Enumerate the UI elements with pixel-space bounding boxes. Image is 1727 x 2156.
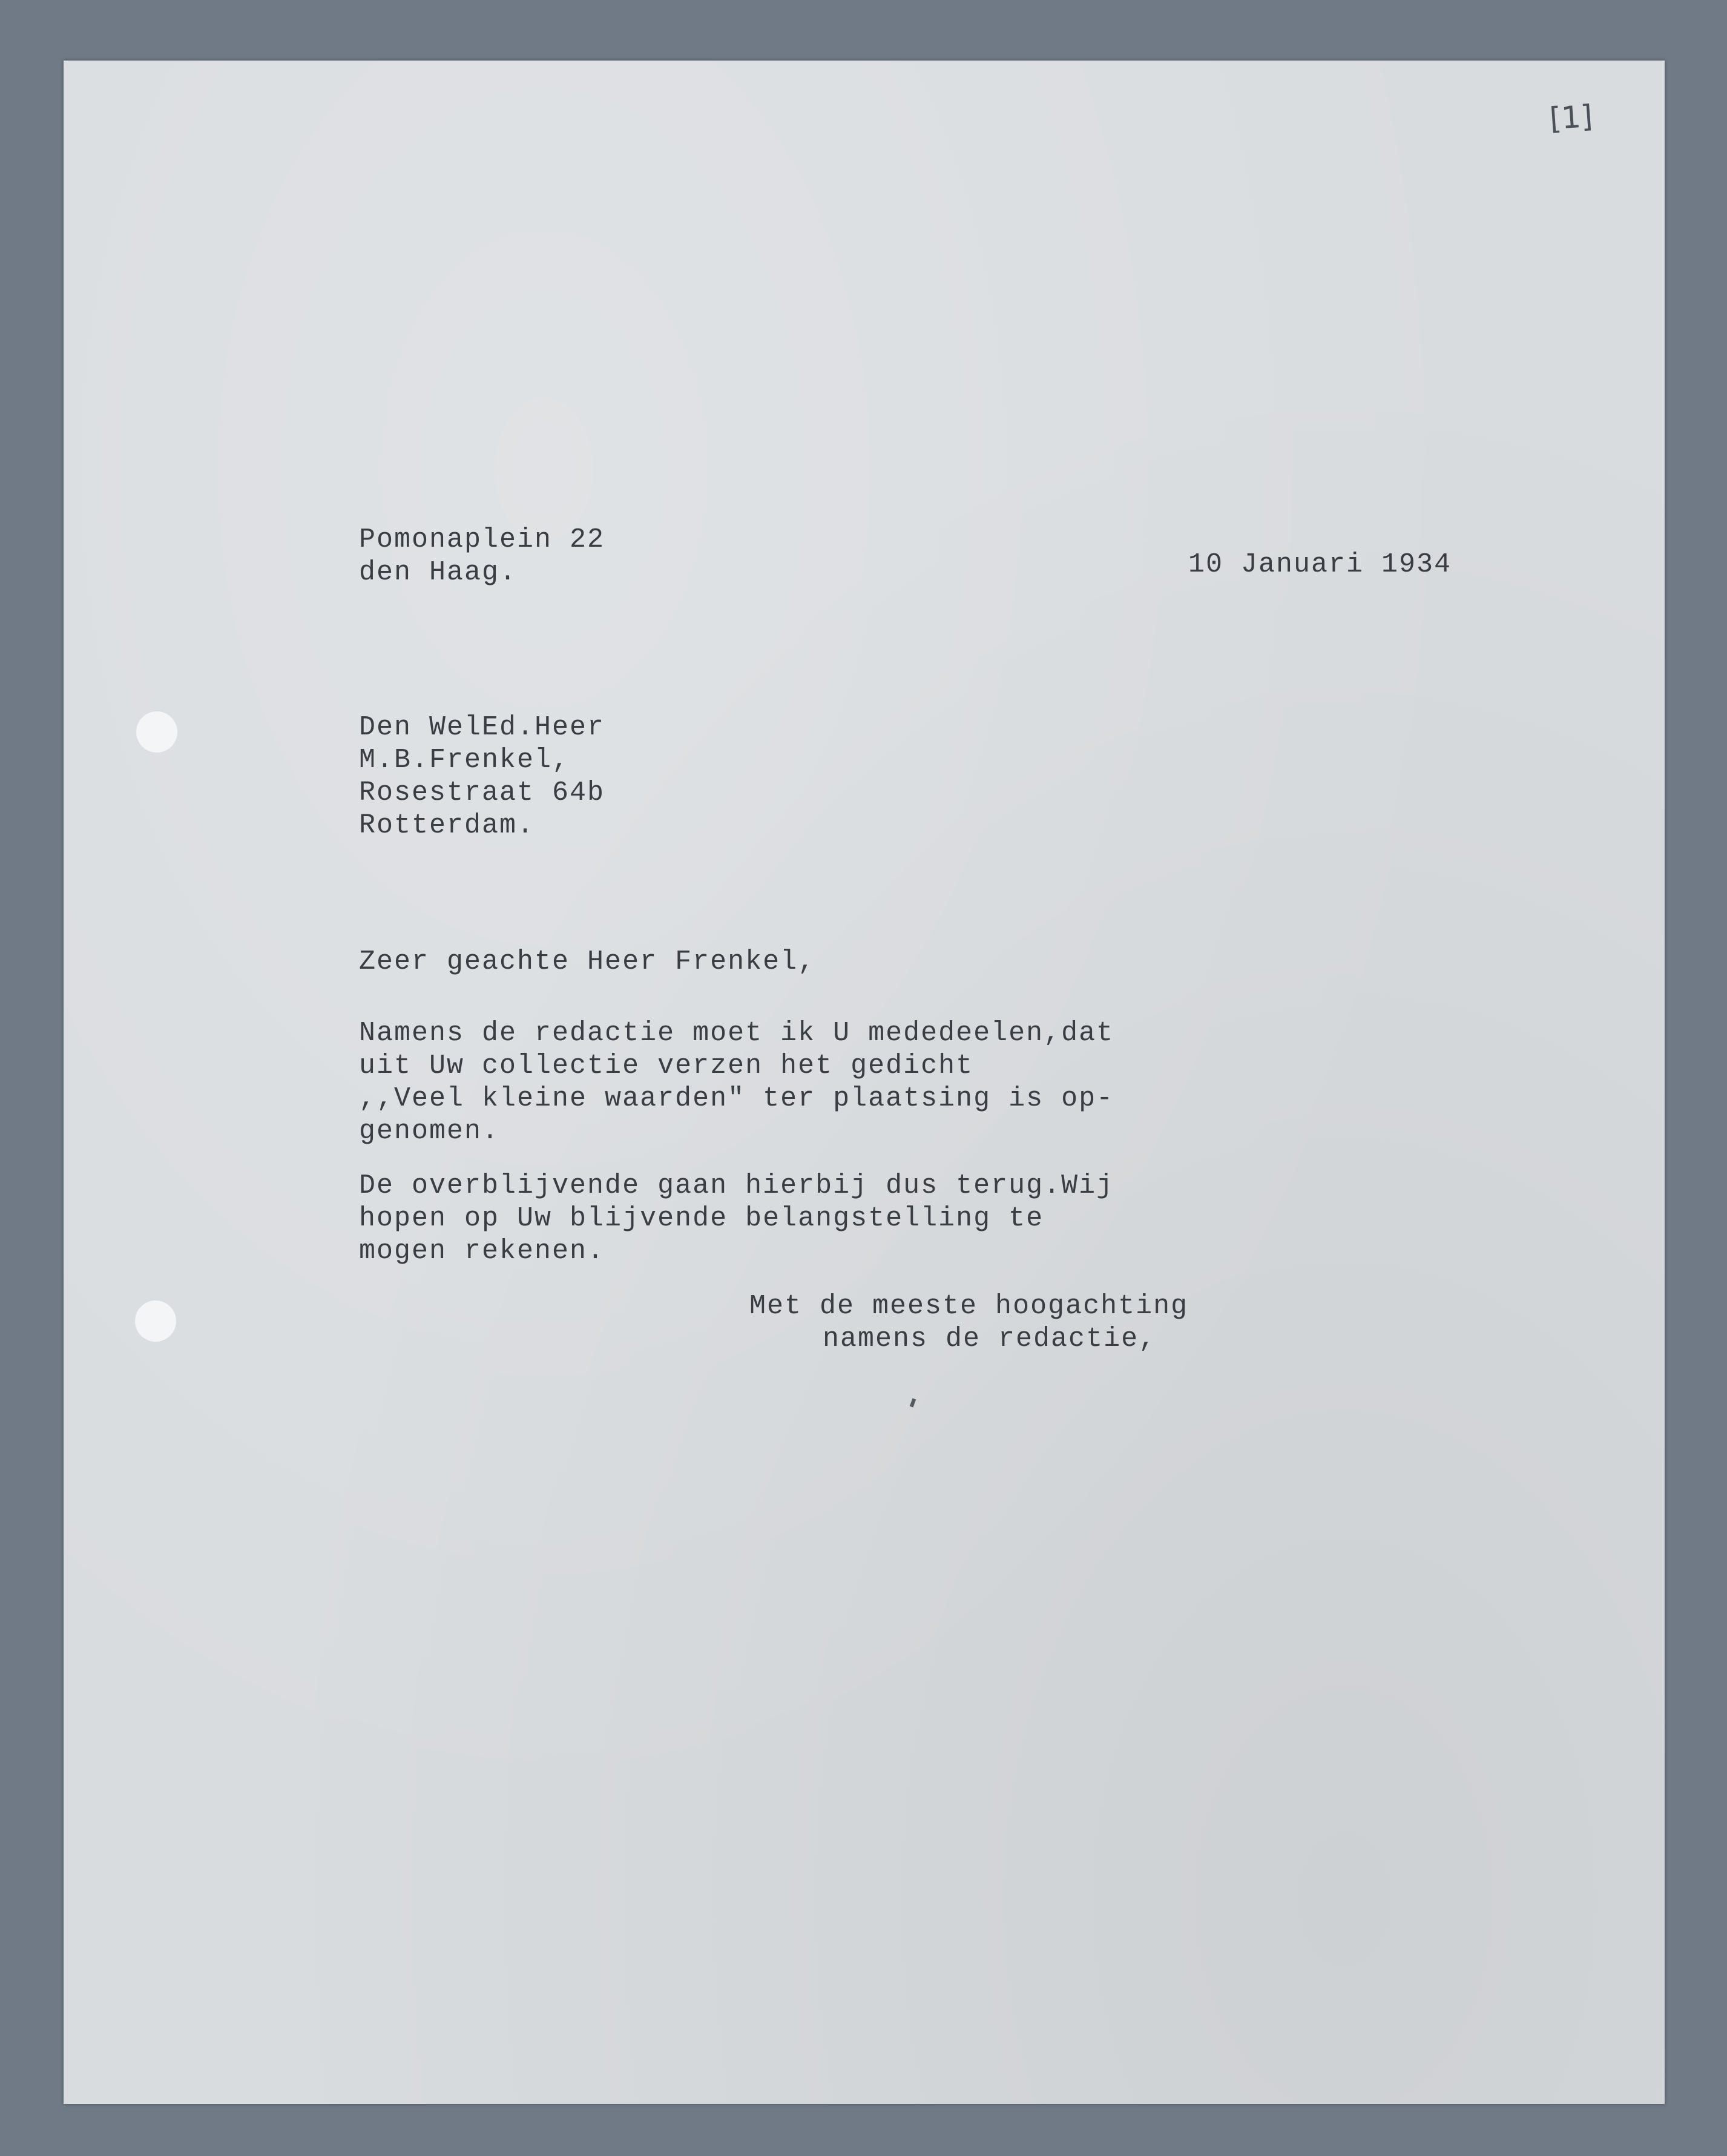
closing-line-2: namens de redactie,	[823, 1324, 1157, 1354]
punch-hole-bottom	[135, 1301, 176, 1342]
paragraph-1-line-4: genomen.	[359, 1116, 500, 1147]
recipient-line-4: Rotterdam.	[359, 810, 535, 841]
letter-date: 10 Januari 1934	[1188, 549, 1452, 580]
recipient-line-2: M.B.Frenkel,	[359, 745, 570, 776]
sender-address-line-1: Pomonaplein 22	[359, 524, 605, 555]
paragraph-1-line-3: ,,Veel kleine waarden" ter plaatsing is op-	[359, 1083, 1114, 1114]
closing-line-1: Met de meeste hoogachting	[749, 1291, 1189, 1322]
paragraph-1-line-1: Namens de redactie moet ik U mededeelen,dat	[359, 1018, 1114, 1049]
recipient-line-3: Rosestraat 64b	[359, 777, 605, 808]
paragraph-2-line-1: De overblijvende gaan hierbij dus terug.Wij	[359, 1170, 1114, 1201]
sender-address-line-2: den Haag.	[359, 557, 518, 588]
paragraph-1-line-2: uit Uw collectie verzen het gedicht	[359, 1050, 974, 1081]
recipient-line-1: Den WelEd.Heer	[359, 712, 605, 743]
ink-mark	[910, 1398, 916, 1407]
letter-page	[64, 61, 1665, 2104]
punch-hole-top	[136, 711, 177, 753]
archive-annotation: [1]	[1548, 98, 1594, 137]
paragraph-2-line-3: mogen rekenen.	[359, 1236, 605, 1267]
paragraph-2-line-2: hopen op Uw blijvende belangstelling te	[359, 1203, 1044, 1234]
salutation: Zeer geachte Heer Frenkel,	[359, 946, 816, 977]
